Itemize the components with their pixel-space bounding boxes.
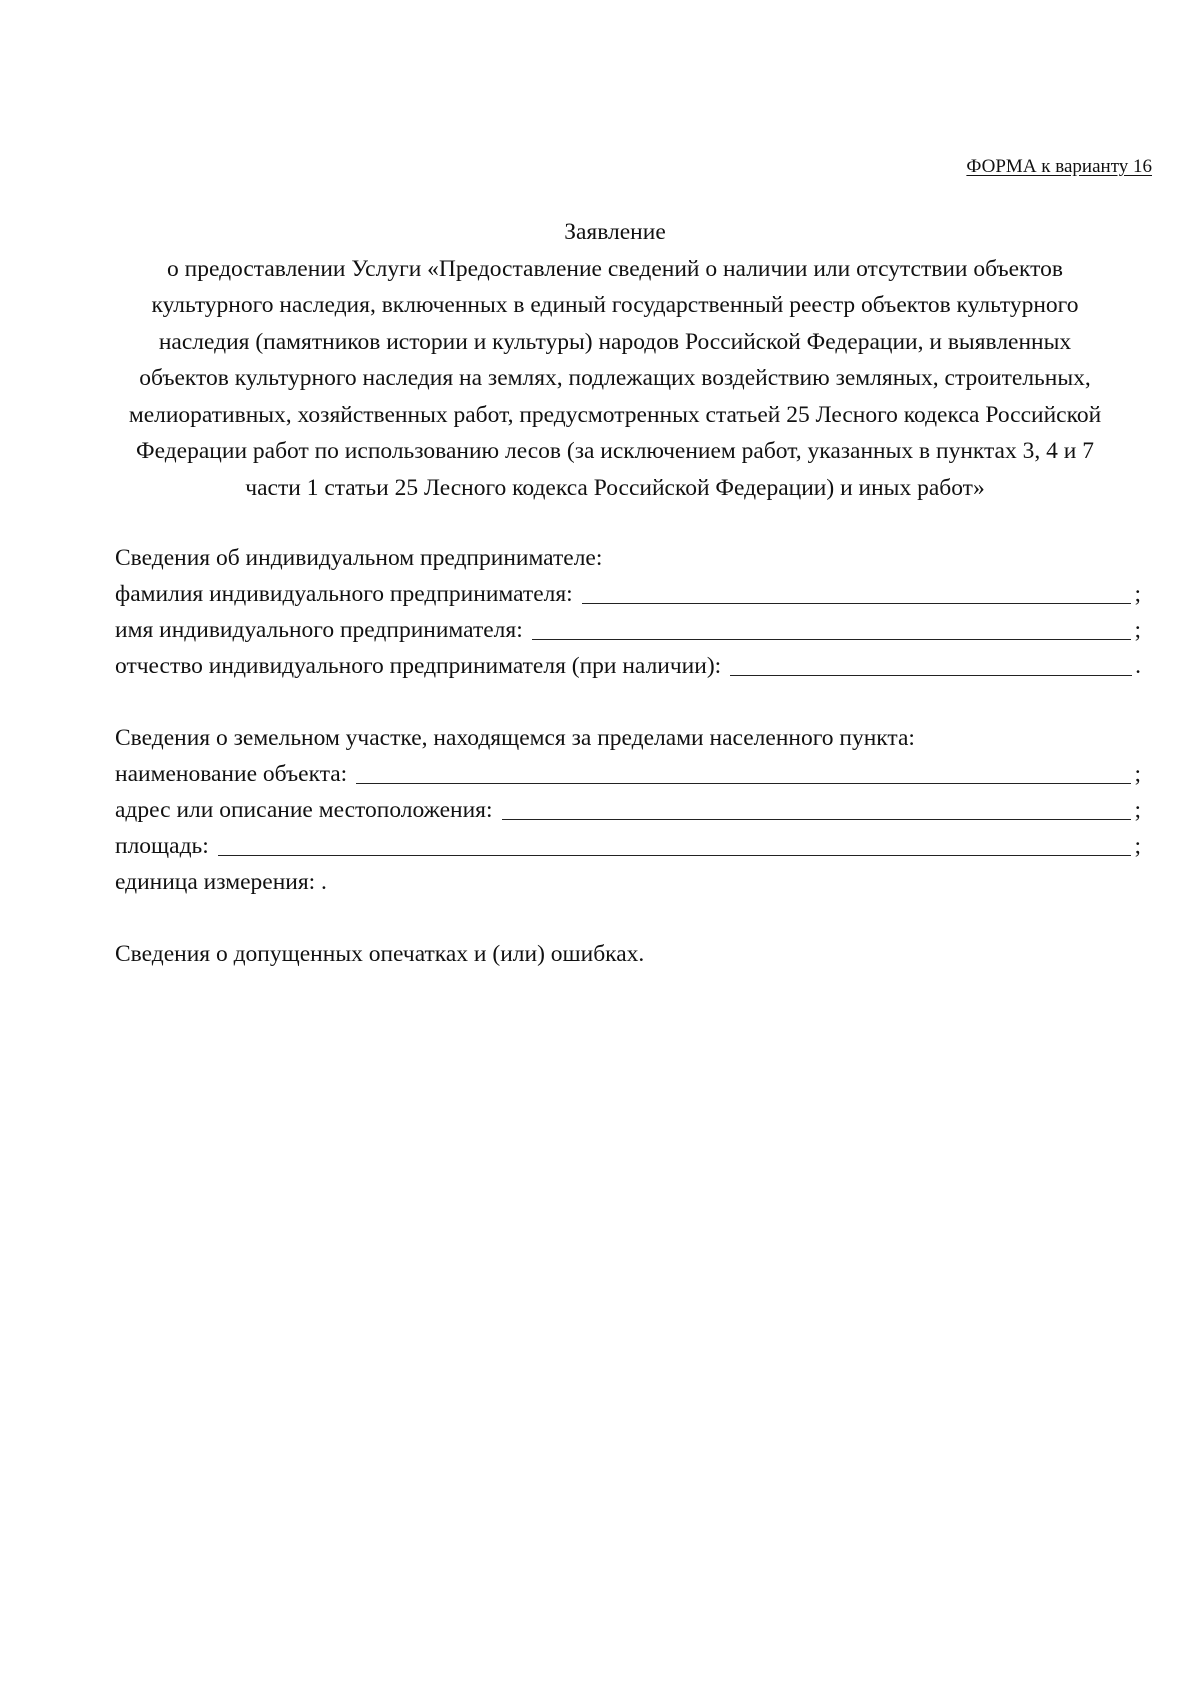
title-line: мелиоративных, хозяйственных работ, предусмотренных статьей 25 Лесного кодекса Российской <box>128 401 1102 428</box>
title-line: наследия (памятников истории и культуры) народов Российской Федерации, и выявленных <box>158 328 1072 355</box>
patronymic-field-row <box>115 648 1141 684</box>
address-end-punct: ; <box>1134 797 1141 823</box>
patronymic-end-punct: . <box>1135 653 1141 679</box>
address-blank-line[interactable] <box>502 797 1132 820</box>
entrepreneur-section <box>115 540 1141 684</box>
object-name-field-row <box>115 756 1141 792</box>
errors-section <box>115 936 1141 972</box>
area-label: площадь: <box>115 833 209 859</box>
title-line: о предоставлении Услуги «Предоставление сведений о наличии или отсутствии объектов <box>167 255 1063 282</box>
object-name-blank-line[interactable] <box>356 761 1131 784</box>
surname-label: фамилия индивидуального предпринимателя: <box>115 581 573 607</box>
object-name-end-punct: ; <box>1134 761 1141 787</box>
patronymic-blank-line[interactable] <box>730 653 1132 676</box>
address-label: адрес или описание местоположения: <box>115 797 493 823</box>
first-name-end-punct: ; <box>1134 617 1141 643</box>
title-line: объектов культурного наследия на землях, подлежащих воздействию земляных, строительных, <box>139 365 1091 391</box>
title-line: Федерации работ по использованию лесов (за исключением работ, указанных в пунктах 3, 4 и 7 <box>136 438 1094 464</box>
patronymic-label: отчество индивидуального предпринимателя (при наличии): <box>115 653 722 679</box>
area-field-row <box>115 828 1141 864</box>
title-line: культурного наследия, включенных в единый государственный реестр объектов культурного <box>151 292 1079 318</box>
first-name-field-row <box>115 612 1141 648</box>
first-name-label: имя индивидуального предпринимателя: <box>115 617 523 643</box>
address-field-row <box>115 792 1141 828</box>
title-heading: Заявление <box>564 219 666 245</box>
errors-heading: Сведения о допущенных опечатках и (или) ошибках. <box>115 941 645 967</box>
title-line: части 1 статьи 25 Лесного кодекса Российской Федерации) и иных работ» <box>245 474 985 501</box>
form-reference: ФОРМА к варианту 16 <box>966 156 1152 177</box>
land-plot-section <box>115 720 1141 900</box>
area-end-punct: ; <box>1134 833 1141 859</box>
surname-blank-line[interactable] <box>582 581 1132 604</box>
application-title <box>80 214 1150 506</box>
surname-end-punct: ; <box>1134 581 1141 607</box>
unit-of-measure-line: единица измерения: . <box>115 869 327 895</box>
land-plot-heading: Сведения о земельном участке, находящемся за пределами населенного пункта: <box>115 725 915 751</box>
surname-field-row <box>115 576 1141 612</box>
first-name-blank-line[interactable] <box>532 617 1132 640</box>
object-name-label: наименование объекта: <box>115 761 348 787</box>
area-blank-line[interactable] <box>218 833 1132 856</box>
entrepreneur-heading: Сведения об индивидуальном предпринимателе: <box>115 545 603 571</box>
